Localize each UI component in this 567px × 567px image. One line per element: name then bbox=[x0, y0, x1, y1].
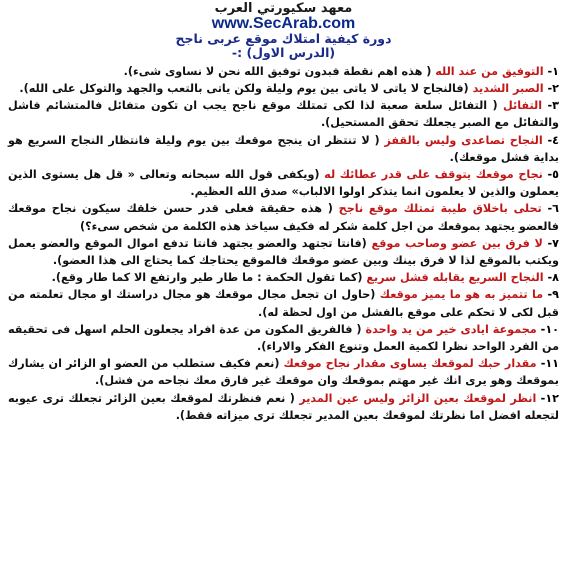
item-number: ١٠- bbox=[540, 322, 559, 336]
item-title: تحلى باخلاق طيبة تمتلك موقع ناجح bbox=[338, 202, 542, 216]
item-number: ٣- bbox=[547, 99, 559, 113]
list-item bbox=[8, 63, 559, 80]
item-title: ما تتميز به هو ما يميز موقعك bbox=[379, 288, 544, 302]
course-title: دورة كيفية امتلاك موقع عربى ناجح bbox=[175, 31, 392, 47]
item-number: ٨- bbox=[547, 271, 559, 285]
item-body: (كما تقول الحكمة : ما طار طير وارتفع الا كما طار وقع). bbox=[51, 271, 367, 285]
item-title: مقدار حبك لموقعك يساوى مقدار نجاح موقعك bbox=[283, 357, 537, 371]
tips-list bbox=[8, 63, 559, 424]
item-title: انظر لموقعك بعين الزائر وليس عين المدير bbox=[299, 391, 537, 405]
item-body: ( التفائل سلعة صعبة لذا لكى تمتلك موقع ناجح يجب ان تكون متفائل فالمتشائم فاشل والتفائل مع الصبر يجعلك تحقق المستحيل). bbox=[8, 99, 559, 130]
item-number: ١٢- bbox=[540, 391, 559, 405]
item-body: ( فالفريق المكون من عدة افراد يجعلون الحلم اسهل فى تحقيقه من الفرد الواحد نظرا لكمية العمل وتنوع الفكر والاراء). bbox=[8, 322, 559, 353]
list-item bbox=[8, 166, 559, 200]
list-item bbox=[8, 97, 559, 131]
item-body: (فالنجاح لا ياتى لا ياتى بين يوم وليلة ولكن ياتى بالتعب والجهد والتوكل على الله). bbox=[19, 81, 473, 95]
list-item bbox=[8, 132, 559, 166]
item-number: ١- bbox=[547, 64, 559, 78]
item-body: ( هذه اهم نقطة فبدون توفيق الله نحن لا نساوى شىء). bbox=[123, 64, 436, 78]
item-body: (ويكفى قول الله سبحانه وتعالى « قل هل يستوى الذين يعملون والذين لا يعلمون انما يتذكر اولوا الالباب» صدق الله العظيم. bbox=[8, 167, 559, 199]
document-header bbox=[8, 2, 559, 59]
item-title: التفائل bbox=[503, 99, 543, 113]
item-body: (فانتا تجتهد والعضو يجتهد فانتا تدفع اموال الموقع والعضو يعمل ويكتب بالموقع لذا لا فرق بينك وبين عضو موقعك فالموقع يحتاجك كما يحتاج الى هذا العضو). bbox=[8, 236, 559, 267]
item-title: لا فرق بين عضو وصاحب موقع bbox=[371, 236, 543, 250]
item-body: (حاول ان تجعل مجال موقعك هو مجال دراستك او مجال تعلمته من قبل لكى لا تحكم على موقع بالفشل من اول لحظة له). bbox=[8, 288, 559, 319]
item-title: النجاح تصاعدى وليس بالقفز bbox=[384, 133, 543, 147]
item-number: ٤- bbox=[547, 133, 559, 147]
list-item bbox=[8, 286, 559, 320]
institute-name: معهد سكيورتي العرب bbox=[214, 1, 353, 16]
list-item bbox=[8, 269, 559, 286]
item-number: ٦- bbox=[547, 202, 559, 216]
item-title: الصبر الشديد bbox=[472, 81, 544, 95]
item-title: مجموعة ايادى خير من يد واحدة bbox=[365, 322, 537, 336]
item-body: (نعم فكيف ستطلب من العضو او الزائر ان يشارك بموقعك وهو يرى انك غير مهتم بموقعك وان موقعك غير فارق معك نجاحه من فشل). bbox=[8, 357, 559, 388]
item-number: ٥- bbox=[547, 167, 559, 181]
item-number: ٢- bbox=[547, 81, 559, 95]
item-body: ( هذه حقيقة فعلى قدر حسن خلقك سيكون نجاح موقعك فالعضو يجتهد بموقعك من اجل كلمة شكر له فكيف سياخذ هذه الكلمة من شخص سىء؟) bbox=[8, 202, 559, 233]
item-number: ٩- bbox=[547, 288, 560, 302]
list-item bbox=[8, 80, 559, 97]
list-item bbox=[8, 321, 559, 355]
lesson-label: (الدرس الاول) :- bbox=[231, 44, 336, 60]
site-url: www.SecArab.com bbox=[211, 14, 356, 32]
list-item bbox=[8, 235, 559, 269]
item-title: النجاح السريع يقابله فشل سريع bbox=[366, 271, 544, 285]
list-item bbox=[8, 390, 559, 424]
item-title: نجاح موقعك يتوقف على قدر عطائك له bbox=[324, 167, 543, 181]
item-number: ٧- bbox=[547, 236, 559, 250]
item-number: ١١- bbox=[540, 357, 560, 371]
list-item bbox=[8, 355, 559, 389]
item-body: ( نعم فنظرتك لموقعك بعين الزائر تجعلك ترى عيوبه لتجعله افضل اما نظرتك لموقعك بعين المدير تجعلك ترى ميزاته فقط). bbox=[8, 391, 559, 422]
item-title: التوفيق من عند الله bbox=[435, 64, 544, 78]
list-item bbox=[8, 200, 559, 234]
item-body: ( لا تنتظر ان ينجح موقعك بين يوم وليلة فانتظار النجاح السريع هو بداية فشل موقعك). bbox=[8, 133, 559, 164]
